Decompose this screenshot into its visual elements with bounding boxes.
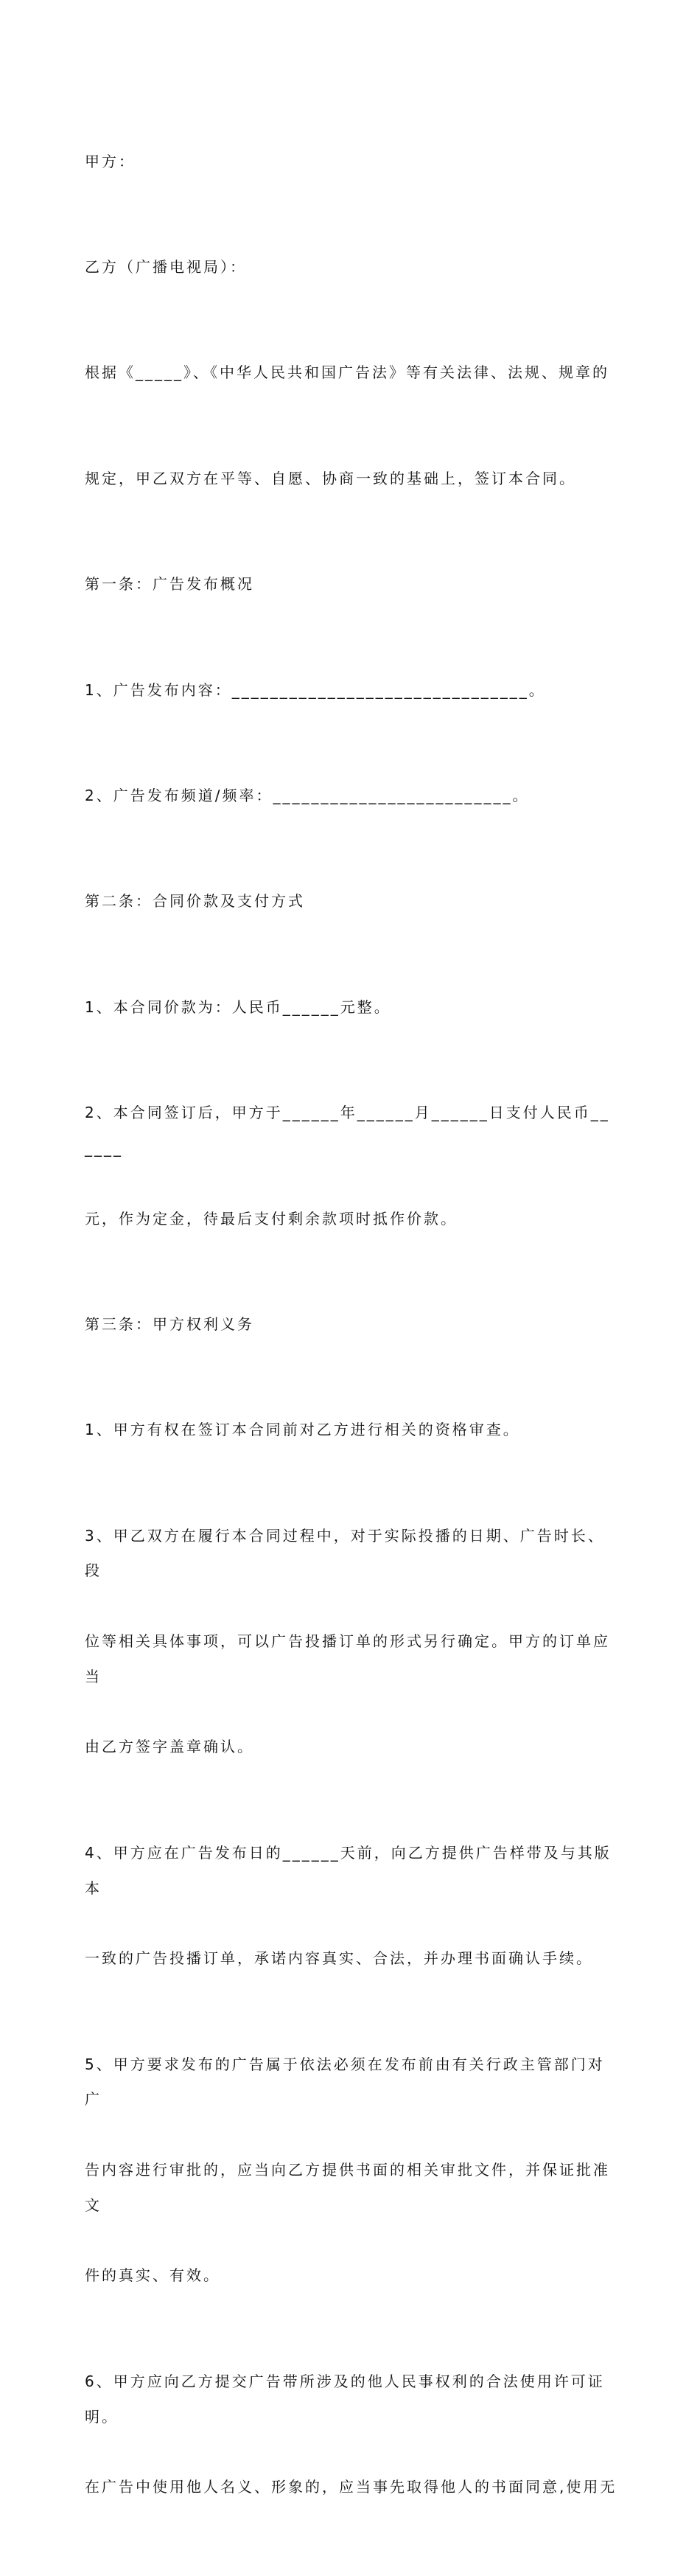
article-1-item-1: 1、广告发布内容：_______________________________。 xyxy=(85,680,546,699)
article-3-item-6-line-2: 在广告中使用他人名义、形象的，应当事先取得他人的书面同意,使用无 xyxy=(85,2478,617,2496)
article-3-item-3-line-2: 位等相关具体事项，可以广告投播订单的形式另行确定。甲方的订单应当 xyxy=(85,1632,610,1685)
article-1-item-2: 2、广告发布频道/频率：_________________________。 xyxy=(85,786,530,804)
article-3-item-5-line-1: 5、甲方要求发布的广告属于依法必须在发布前由有关行政主管部门对广 xyxy=(85,2055,605,2109)
party-b-line: 乙方（广播电视局）： xyxy=(85,257,247,276)
article-1-heading: 第一条：广告发布概况 xyxy=(85,575,254,593)
article-2-heading: 第二条：合同价款及支付方式 xyxy=(85,892,305,911)
article-3-item-3-line-3: 由乙方签字盖章确认。 xyxy=(85,1738,254,1756)
article-3-item-5-line-2: 告内容进行审批的，应当向乙方提供书面的相关审批文件，并保证批准文 xyxy=(85,2161,610,2214)
preamble-line-2: 规定，甲乙双方在平等、自愿、协商一致的基础上，签订本合同。 xyxy=(85,469,576,487)
article-3-item-5-line-3: 件的真实、有效。 xyxy=(85,2266,220,2285)
article-3-item-4-line-2: 一致的广告投播订单，承诺内容真实、合法，并办理书面确认手续。 xyxy=(85,1949,593,1968)
article-2-item-1: 1、本合同价款为：人民币______元整。 xyxy=(85,998,391,1016)
contract-body xyxy=(85,74,619,2576)
article-3-heading: 第三条：甲方权利义务 xyxy=(85,1315,254,1333)
article-3-item-4-line-1: 4、甲方应在广告发布日的______天前，向乙方提供广告样带及与其版本 xyxy=(85,1843,612,1897)
article-3-item-6-line-1: 6、甲方应向乙方提交广告带所涉及的他人民事权利的合法使用许可证明。 xyxy=(85,2372,605,2426)
party-a-line: 甲方： xyxy=(85,152,136,170)
preamble-line-1: 根据《_____》、《中华人民共和国广告法》等有关法律、法规、规章的 xyxy=(85,363,609,382)
article-2-item-2-line-2: 元，作为定金，待最后支付剩余款项时抵作价款。 xyxy=(85,1209,458,1228)
article-3-item-3-line-1: 3、甲乙双方在履行本合同过程中，对于实际投播的日期、广告时长、段 xyxy=(85,1526,605,1580)
article-3-item-1: 1、甲方有权在签订本合同前对乙方进行相关的资格审查。 xyxy=(85,1421,520,1439)
article-2-item-2-line-1: 2、本合同签订后，甲方于______年______月______日支付人民币______ xyxy=(85,1104,610,1157)
